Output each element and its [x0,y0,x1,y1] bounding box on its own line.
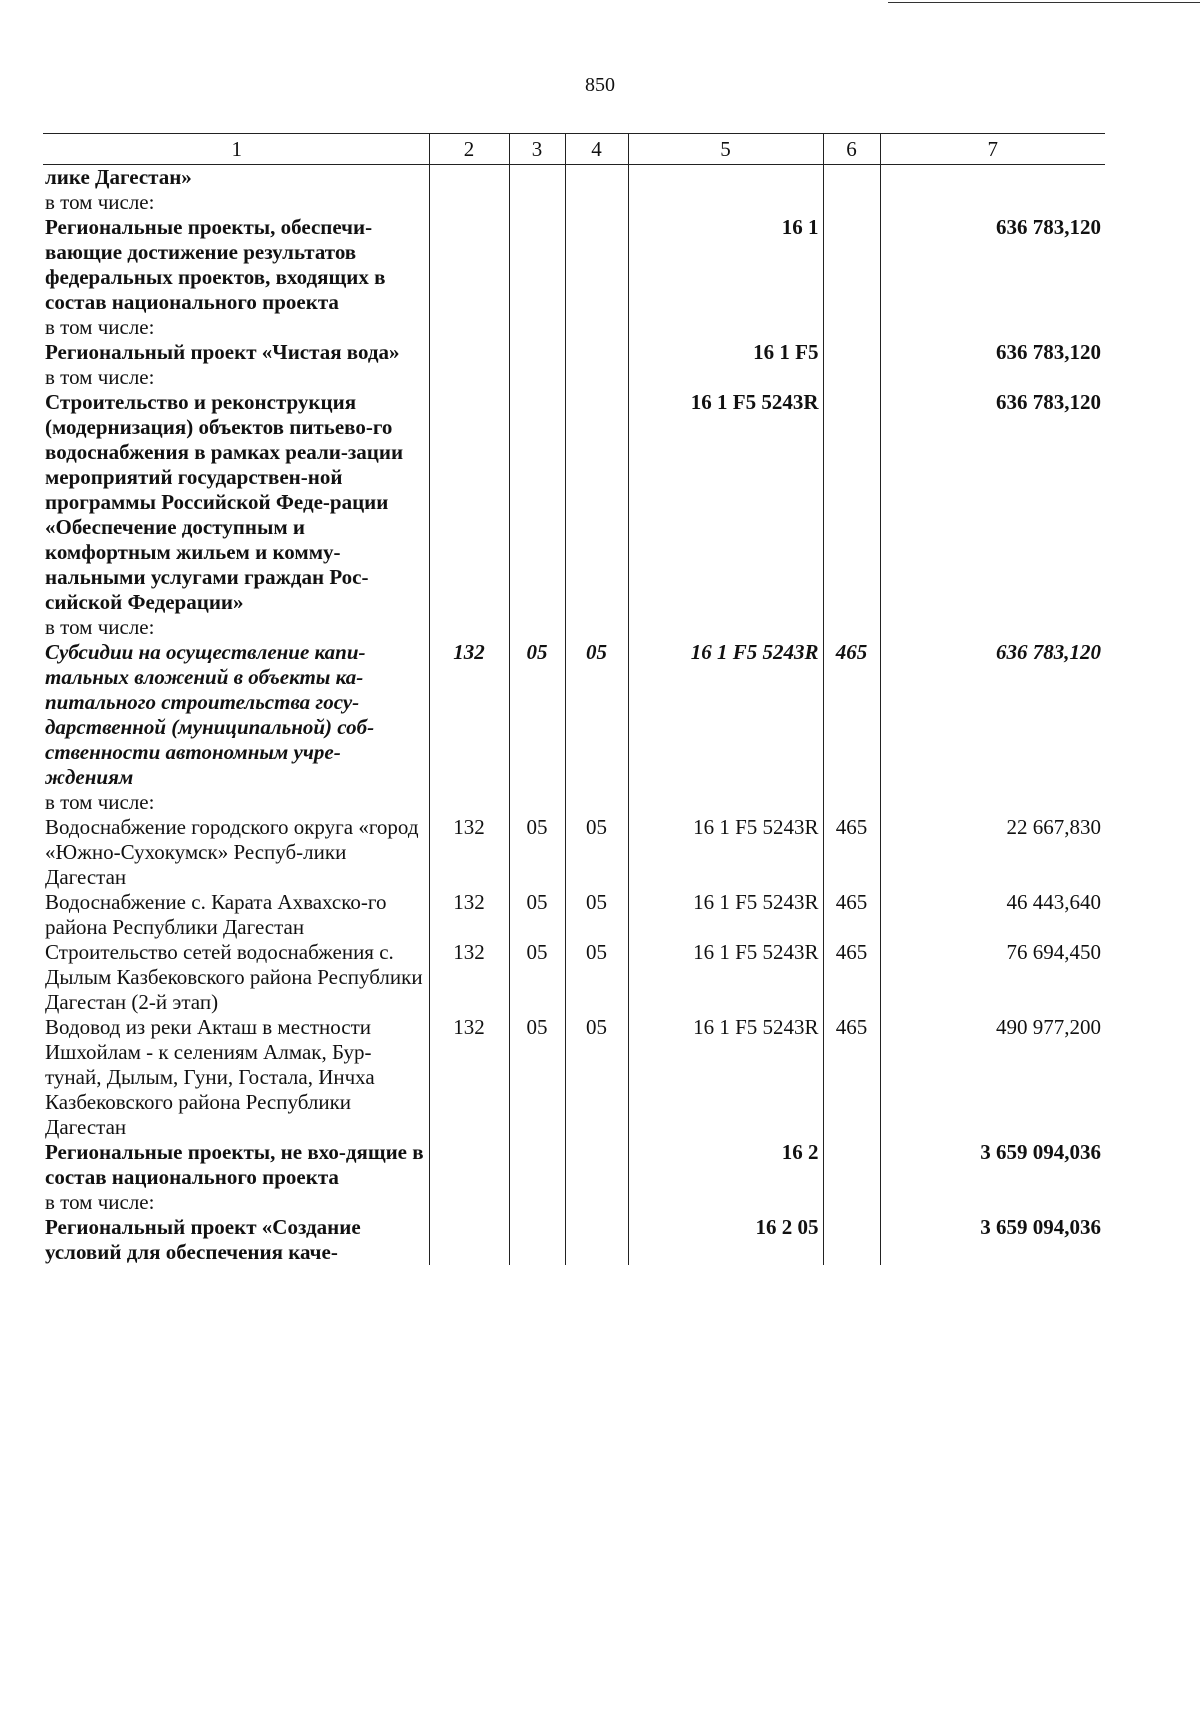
cell-ministry [429,1215,509,1265]
table-row [43,940,1105,1015]
cell-section [509,1215,565,1265]
cell-subsection [565,190,628,215]
cell-expense-type [823,315,880,340]
table-row [43,315,1105,340]
cell-amount: 76 694,450 [880,940,1105,1015]
cell-section [509,390,565,615]
cell-target-article: 16 1 F5 5243R [628,940,823,1015]
cell-section: 05 [509,640,565,790]
cell-section: 05 [509,1015,565,1140]
row-name: в том числе: [43,615,429,640]
cell-expense-type: 465 [823,640,880,790]
cell-section [509,315,565,340]
table-header-row [43,134,1105,165]
table-row [43,365,1105,390]
table-row [43,1190,1105,1215]
cell-amount: 636 783,120 [880,390,1105,615]
cell-ministry: 132 [429,940,509,1015]
cell-expense-type [823,165,880,191]
table-row [43,390,1105,615]
cell-target-article [628,615,823,640]
column-header: 1 [43,134,429,165]
cell-amount [880,190,1105,215]
cell-subsection [565,365,628,390]
cell-subsection: 05 [565,1015,628,1140]
row-name: в том числе: [43,790,429,815]
cell-subsection [565,1215,628,1265]
table-row [43,1140,1105,1190]
cell-section [509,215,565,315]
row-name: в том числе: [43,365,429,390]
cell-subsection [565,1190,628,1215]
cell-expense-type: 465 [823,940,880,1015]
table-row [43,640,1105,790]
cell-ministry [429,190,509,215]
cell-amount [880,790,1105,815]
cell-ministry: 132 [429,640,509,790]
table-row [43,615,1105,640]
cell-amount: 22 667,830 [880,815,1105,890]
cell-target-article: 16 1 F5 5243R [628,640,823,790]
table-row [43,790,1105,815]
cell-expense-type [823,340,880,365]
cell-section: 05 [509,890,565,940]
cell-subsection [565,390,628,615]
cell-expense-type [823,190,880,215]
cell-expense-type [823,215,880,315]
cell-subsection: 05 [565,890,628,940]
table-row [43,215,1105,315]
cell-ministry [429,1190,509,1215]
table-row [43,890,1105,940]
column-header: 4 [565,134,628,165]
cell-subsection [565,215,628,315]
cell-section [509,190,565,215]
cell-section [509,615,565,640]
cell-expense-type [823,1215,880,1265]
cell-target-article: 16 1 F5 5243R [628,890,823,940]
cell-target-article: 16 2 05 [628,1215,823,1265]
cell-subsection: 05 [565,640,628,790]
cell-section [509,365,565,390]
cell-section [509,165,565,191]
cell-amount [880,615,1105,640]
cell-target-article [628,190,823,215]
cell-expense-type [823,615,880,640]
row-name: в том числе: [43,190,429,215]
cell-amount: 636 783,120 [880,215,1105,315]
cell-target-article [628,1190,823,1215]
cell-amount [880,1190,1105,1215]
cell-ministry [429,615,509,640]
row-name: в том числе: [43,315,429,340]
cell-target-article [628,315,823,340]
row-name: в том числе: [43,1190,429,1215]
column-header: 2 [429,134,509,165]
column-header: 6 [823,134,880,165]
cell-expense-type [823,790,880,815]
cell-ministry [429,340,509,365]
table-row [43,165,1105,191]
cell-expense-type [823,1190,880,1215]
column-header: 3 [509,134,565,165]
table-row [43,1215,1105,1265]
row-name: Водоснабжение с. Карата Ахвахско-го района Республики Дагестан [43,890,429,940]
cell-section [509,1140,565,1190]
row-name: Субсидии на осуществление капи-тальных вложений в объекты ка-питального строительства госу-дарственной (муниципальной) соб-ственности автономным учре-ждениям [43,640,429,790]
cell-ministry [429,1140,509,1190]
cell-ministry [429,365,509,390]
cell-target-article: 16 1 [628,215,823,315]
table-row [43,1015,1105,1140]
row-name: Региональный проект «Чистая вода» [43,340,429,365]
cell-section [509,340,565,365]
cell-ministry [429,790,509,815]
cell-expense-type [823,365,880,390]
cell-subsection [565,790,628,815]
cell-expense-type [823,390,880,615]
cell-amount: 636 783,120 [880,340,1105,365]
cell-expense-type: 465 [823,890,880,940]
cell-amount [880,365,1105,390]
cell-target-article [628,165,823,191]
cell-subsection [565,1140,628,1190]
cell-amount [880,315,1105,340]
row-name: Региональный проект «Создание условий для обеспечения каче- [43,1215,429,1265]
row-name: Региональные проекты, не вхо-дящие в состав национального проекта [43,1140,429,1190]
row-name: Водовод из реки Акташ в местности Ишхойлам - к селениям Алмак, Бур-тунай, Дылым, Гуни, Гостала, Инчха Казбековского района Республики Дагестан [43,1015,429,1140]
cell-ministry: 132 [429,815,509,890]
table-row [43,340,1105,365]
row-name: Региональные проекты, обеспечи-вающие достижение результатов федеральных проектов, входящих в состав национального проекта [43,215,429,315]
cell-target-article: 16 1 F5 5243R [628,815,823,890]
cell-subsection [565,165,628,191]
cell-target-article: 16 1 F5 [628,340,823,365]
cell-ministry: 132 [429,890,509,940]
cell-subsection [565,340,628,365]
table-row [43,190,1105,215]
cell-ministry [429,165,509,191]
cell-expense-type: 465 [823,815,880,890]
cell-amount: 3 659 094,036 [880,1215,1105,1265]
cell-target-article: 16 1 F5 5243R [628,390,823,615]
cell-ministry [429,390,509,615]
top-edge-line [888,2,1200,3]
cell-ministry [429,315,509,340]
cell-ministry: 132 [429,1015,509,1140]
column-header: 5 [628,134,823,165]
cell-section [509,790,565,815]
page-number: 850 [585,74,615,96]
cell-target-article: 16 1 F5 5243R [628,1015,823,1140]
row-name: Строительство сетей водоснабжения с. Дылым Казбековского района Республики Дагестан (2-й этап) [43,940,429,1015]
cell-amount: 490 977,200 [880,1015,1105,1140]
cell-target-article: 16 2 [628,1140,823,1190]
row-name: Строительство и реконструкция (модернизация) объектов питьево-го водоснабжения в рамках реали-зации мероприятий государствен-ной программы Российской Феде-рации «Обеспечение доступным и комфортным жильем и комму-нальными услугами граждан Рос-сийской Федерации» [43,390,429,615]
cell-section: 05 [509,940,565,1015]
table-row [43,815,1105,890]
row-name: Водоснабжение городского округа «город «Южно-Сухокумск» Респуб-лики Дагестан [43,815,429,890]
cell-amount: 636 783,120 [880,640,1105,790]
cell-expense-type: 465 [823,1015,880,1140]
cell-target-article [628,365,823,390]
cell-expense-type [823,1140,880,1190]
cell-amount: 46 443,640 [880,890,1105,940]
cell-subsection [565,615,628,640]
cell-subsection: 05 [565,815,628,890]
column-header: 7 [880,134,1105,165]
cell-section [509,1190,565,1215]
cell-subsection: 05 [565,940,628,1015]
cell-ministry [429,215,509,315]
row-name: лике Дагестан» [43,165,429,191]
cell-subsection [565,315,628,340]
cell-section: 05 [509,815,565,890]
cell-amount: 3 659 094,036 [880,1140,1105,1190]
cell-amount [880,165,1105,191]
cell-target-article [628,790,823,815]
budget-table [43,133,1105,1265]
